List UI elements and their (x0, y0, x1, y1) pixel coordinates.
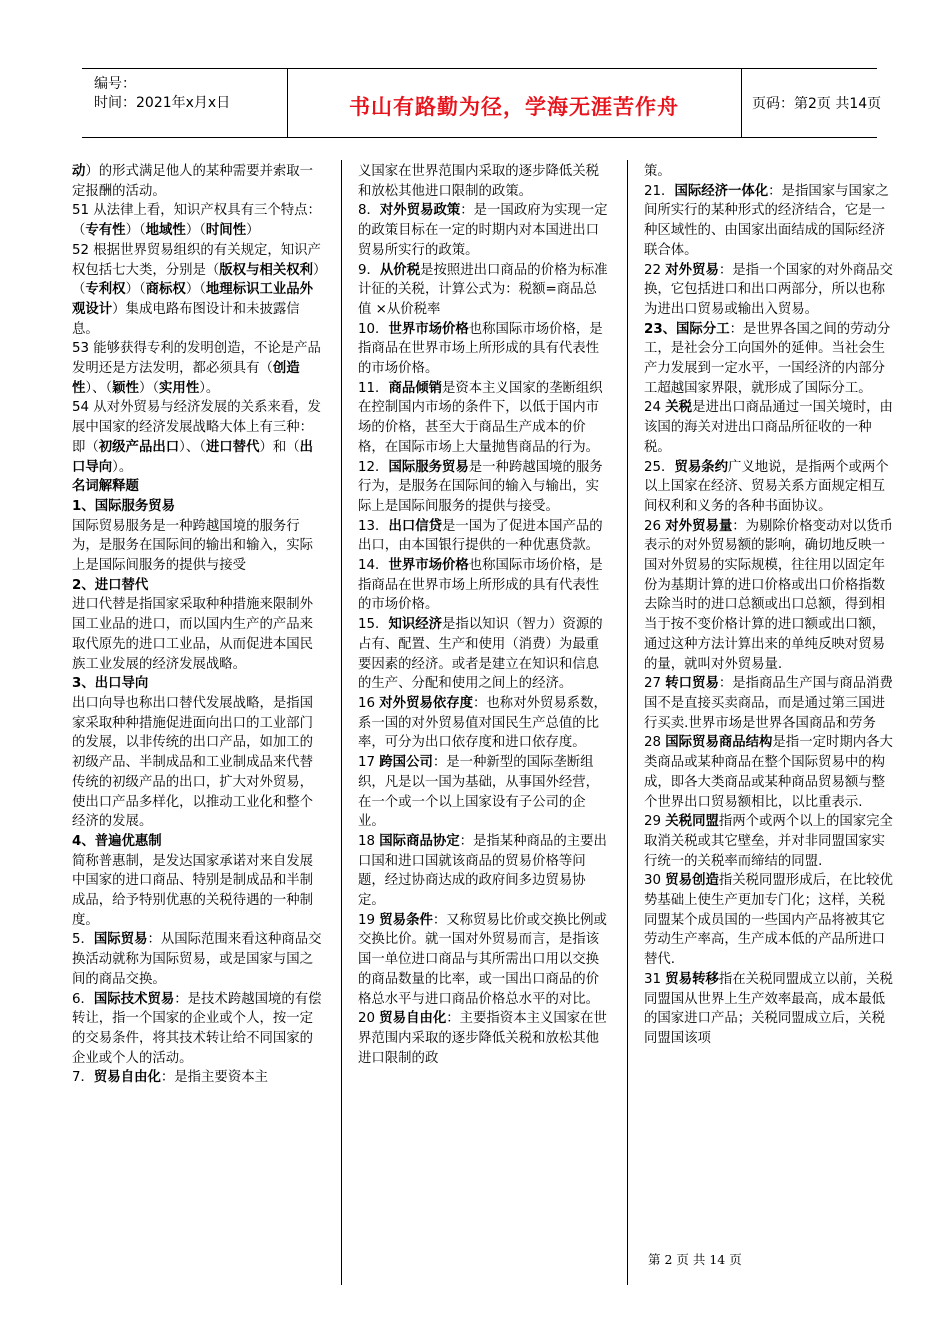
bold-term: 专有性 (85, 223, 126, 239)
document-date-label: 时间：2021年x月x日 (94, 95, 231, 111)
bold-term: 时间性 (205, 223, 247, 239)
bold-term: 商品倾销 (388, 380, 442, 396)
header-meta (82, 69, 288, 137)
paragraph (72, 595, 324, 674)
paragraph (644, 812, 894, 871)
text-run: 简称普惠制，是发达国家承诺对来自发展中国家的进口商品、特别是制成品和半制成品，给予特别优惠的关税待遇的一种制度。 (72, 853, 314, 928)
text-run: ：是指某种商品的主要出口国和进口国就该商品的贸易价格等问题，经过协商达成的政府间多边贸易协定。 (358, 833, 607, 909)
document-number-label: 编号： (94, 76, 136, 92)
paragraph (72, 477, 324, 497)
paragraph (644, 261, 894, 320)
bold-term: 实用性 (159, 380, 200, 396)
text-run: ：是一国政府为实现一定的政策目标在一定的时期内对本国进出口贸易所实行的政策。 (358, 203, 608, 258)
bold-term: 国际商品协定 (379, 833, 460, 849)
paragraph (358, 517, 608, 556)
text-run: 是指一定时期内各大类商品或某种商品在整个国际贸易中的构成，即各大类商品或某种商品贸易额与整个世界出口贸易额相比，以比重表示. (644, 735, 893, 810)
text-run: 51 从法律上看，知识产权具有三个特点：（ (72, 203, 321, 239)
text-run: 出口向导也称出口替代发展战略，是指国家采取种种措施促进面向出口的工业部门的发展，以非传统的出口产品，如加工的初级产品、半制成品和工业制成品来代替传统的初级产品的出口，扩大对外贸易，使出口产品多样化，以推动工业化和整个经济的发展。 (72, 695, 314, 830)
paragraph (72, 1068, 324, 1088)
text-run: ）（ (125, 223, 146, 239)
text-run: 是进出口商品通过一国关境时，由该国的海关对进出口商品所征收的一种税。 (644, 400, 893, 455)
bold-term: 地域性 (145, 223, 186, 239)
text-run: 14． (358, 558, 389, 574)
bold-term: 贸易转移 (665, 971, 719, 987)
text-run: ：是指一个国家的对外商品交换，它包括进口和出口两部分，所以也称为进出口贸易或输出入贸易。 (644, 262, 893, 317)
bold-term: 23、国际分工 (644, 321, 730, 337)
bold-term: 从价税 (379, 262, 421, 278)
paragraph (644, 517, 894, 675)
bold-term: 知识经济 (388, 617, 442, 633)
text-run: 国际贸易服务是一种跨越国境的服务行为，是服务在国际间的输出和输入，实际上是国际间服务的提供与接受 (72, 518, 314, 574)
paragraph (358, 201, 608, 260)
text-run: 17 (358, 755, 380, 771)
text-run: 52 根据世界贸易组织的有关规定，知识产权包括七大类，分别是（ (72, 242, 321, 278)
paragraph (72, 674, 324, 694)
text-run: ） (246, 223, 260, 239)
bold-term: 国际贸易商品结构 (665, 735, 773, 751)
column-divider-1 (341, 160, 342, 1285)
bold-term: 进口替代 (205, 439, 260, 455)
paragraph (644, 970, 894, 1049)
header-motto: 书山有路勤为径，学海无涯苦作舟 (349, 95, 679, 119)
text-run: ）（ (185, 282, 206, 298)
bold-term: 名词解释题 (72, 479, 139, 495)
paragraph (358, 379, 608, 458)
paragraph (72, 201, 324, 240)
text-run: ）（ (125, 282, 146, 298)
paragraph (358, 694, 608, 753)
bold-term: 关税同盟 (665, 814, 719, 830)
page-footer: 第 2 页 共 14 页 (648, 1252, 742, 1267)
bold-term: 国际服务贸易 (388, 459, 469, 475)
paragraph (72, 517, 324, 576)
text-run: 31 (644, 971, 666, 987)
paragraph (644, 162, 894, 182)
text-run: 16 (358, 695, 380, 711)
text-run: 53 能够获得专利的发明创造，不论是产品发明还是方法发明，都必须具有（ (72, 341, 321, 377)
text-run: 指两个或两个以上的国家完全取消关税或其它壁垒，并对非同盟国家实行统一的关税率而缔结的同盟. (644, 814, 893, 869)
text-run: 进口代替是指国家采取种种措施来限制外国工业品的进口，而以国内生产的产品来取代原先的进口工业品，从而促进本国民族工业发展的经济发展战略。 (72, 597, 314, 672)
text-run: 28 (644, 735, 666, 751)
text-run: ：为剔除价格变动对以货币表示的对外贸易额的影响，确切地反映一国对外贸易的实际规模，往往用以固定年份为基期计算的进口价格或出口价格指数去除当时的进口总额或出口总额，得到相当于按不变价格计算的进口额或出口额，通过这种方法计算出来的单纯反映对贸易的量，就叫对外贸易量. (644, 518, 893, 672)
paragraph (358, 261, 608, 320)
text-run: 18 (358, 833, 380, 849)
text-run: ）。 (112, 459, 133, 475)
text-run: ）、（ (179, 439, 206, 455)
text-run: 是按照进出口商品的价格为标准计征的关税，计算公式为：税额=商品总值 ×从价税率 (358, 262, 608, 317)
paragraph (644, 674, 894, 733)
paragraph (358, 162, 608, 201)
bold-term: 2、进口替代 (72, 577, 149, 593)
text-run: ：是一种新型的国际垄断组织，凡是以一国为基础，从事国外经营，在一个或一个以上国家设有子公司的企业。 (358, 755, 600, 830)
paragraph (358, 1009, 608, 1068)
text-run: ：从国际范围来看这种商品交换活动就称为国际贸易，或是国家与国之间的商品交换。 (72, 932, 322, 987)
text-run: 指在关税同盟成立以前，关税同盟国从世界上生产效率最高，成本最低的国家进口产品；关税同盟成立后，关税同盟国该项 (644, 971, 893, 1046)
paragraph (72, 930, 324, 989)
bold-term: 国际技术贸易 (93, 991, 175, 1007)
text-run: ）集成电路布图设计和未披露信息。 (72, 301, 300, 337)
text-run: 26 (644, 518, 666, 534)
text-run: 15． (358, 617, 389, 633)
bold-term: 国际经济一体化 (674, 183, 769, 199)
text-run: 21． (644, 183, 675, 199)
bold-term: 1、国际服务贸易 (72, 498, 176, 514)
text-run: 11． (358, 380, 389, 396)
text-run: 是一种跨越国境的服务行为，是服务在国际间的输入与输出，实际上是国际间服务的提供与接受。 (358, 459, 603, 514)
bold-term: 跨国公司 (379, 755, 433, 771)
text-run: ：也称对外贸易系数，系一国的对外贸易值对国民生产总值的比率，可分为出口依存度和进口依存度。 (358, 695, 607, 751)
text-run: 指关税同盟形成后，在比较优势基础上使生产更加专门化；这样，关税同盟某个成员国的一些国内产品将被其它劳动生产率高，生产成本低的产品所进口替代. (644, 873, 893, 968)
bold-term: 世界市场价格 (388, 321, 469, 337)
text-run: 是一国为了促进本国产品的出口，由本国银行提供的一种优惠贷款。 (358, 518, 603, 554)
bold-term: 国际贸易 (93, 932, 148, 948)
text-run: ：主要指资本主义国家在世界范围内采取的逐步降低关税和放松其他进口限制的政 (358, 1011, 607, 1066)
bold-term: 商标权 (145, 282, 186, 298)
text-run: 22 (644, 262, 666, 278)
bold-term: 初级产品出口 (98, 439, 180, 455)
paragraph (72, 398, 324, 477)
paragraph (358, 458, 608, 517)
bold-term: 对外贸易量 (665, 518, 733, 534)
bold-term: 版权与相关权利 (219, 262, 314, 278)
bold-term: 颖性 (112, 380, 139, 396)
text-run: 27 (644, 676, 666, 692)
paragraph (72, 241, 324, 340)
text-run: 义国家在世界范围内采取的逐步降低关税和放松其他进口限制的政策。 (358, 164, 600, 199)
text-run: 也称国际市场价格，是指商品在世界市场上所形成的具有代表性的市场价格。 (358, 321, 603, 377)
text-column-2 (358, 162, 608, 1068)
header-page-cell (742, 69, 882, 137)
text-run: 9． (358, 262, 380, 278)
text-run: 13． (358, 518, 389, 534)
paragraph (358, 832, 608, 911)
paragraph (358, 753, 608, 832)
text-run: 54 从对外贸易与经济发展的关系来看，发展中国家的经济发展战略大体上有三种：即（ (72, 400, 321, 455)
bold-term: 4、普遍优惠制 (72, 833, 162, 849)
bold-term: 地理标识工业品外观设计 (72, 282, 314, 317)
text-run: ：是指商品生产国与商品消费国不是直接买卖商品，而是通过第三国进行买卖.世界市场是世界各国商品和劳务 (644, 676, 893, 731)
bold-term: 对外贸易 (665, 262, 719, 278)
text-run: 7． (72, 1070, 94, 1086)
bold-term: 贸易自由化 (379, 1011, 447, 1027)
header-motto-cell (287, 69, 742, 137)
text-column-1 (72, 162, 324, 1088)
paragraph (644, 398, 894, 457)
paragraph (358, 320, 608, 379)
text-run: 也称国际市场价格，是指商品在世界市场上所形成的具有代表性的市场价格。 (358, 558, 603, 613)
text-run: 12． (358, 459, 389, 475)
bold-term: 动 (72, 164, 86, 179)
text-run: ）（ (185, 223, 206, 239)
text-run: 29 (644, 814, 666, 830)
paragraph (644, 733, 894, 812)
paragraph (72, 576, 324, 596)
text-run: 策。 (644, 164, 671, 179)
bold-term: 3、出口导向 (72, 676, 149, 692)
bold-term: 关税 (665, 400, 693, 416)
paragraph (72, 694, 324, 832)
paragraph (72, 497, 324, 517)
text-run: 8． (358, 203, 380, 219)
paragraph (72, 339, 324, 398)
text-run: ：是指国家与国家之间所实行的某种形式的经济结合，它是一种区域性的、由国家出面结成的国际经济联合体。 (644, 183, 889, 258)
text-run: ：是技术跨越国境的有偿转让，指一个国家的企业或个人，按一定的交易条件，将其技术转让给不同国家的企业或个人的活动。 (72, 991, 322, 1066)
bold-term: 贸易自由化 (93, 1070, 161, 1086)
text-run: 6． (72, 991, 94, 1007)
text-run: ：是指主要资本主 (160, 1070, 268, 1086)
paragraph (644, 871, 894, 970)
bold-term: 世界市场价格 (388, 558, 469, 574)
text-run: 广义地说，是指两个或两个以上国家在经济、贸易关系方面规定相互间权利和义务的各种书面协议。 (644, 459, 889, 514)
bold-term: 转口贸易 (665, 676, 719, 692)
paragraph (72, 832, 324, 852)
text-column-3 (644, 162, 894, 1049)
text-run: 是指以知识（智力）资源的占有、配置、生产和使用（消费）为最重要因素的经济。或者是建立在知识和信息的生产、分配和使用之间上的经济。 (358, 617, 603, 692)
paragraph (644, 458, 894, 517)
text-run: 19 (358, 912, 380, 928)
bold-term: 创造性 (72, 361, 300, 396)
paragraph (72, 852, 324, 931)
bold-term: 专利权 (85, 282, 126, 298)
text-run: 20 (358, 1011, 380, 1027)
text-run: ：是世界各国之间的劳动分工，是社会分工向国外的延伸。当社会生产力发展到一定水平，一国经济的内部分工超越国家界限，就形成了国际分工。 (644, 321, 891, 396)
text-run: 24 (644, 400, 666, 416)
text-run: ）的形式满足他人的某种需要并索取一定报酬的活动。 (72, 164, 314, 199)
header-page-info: 页码：第2页 共14页 (752, 96, 882, 112)
paragraph (358, 615, 608, 694)
text-run: 10． (358, 321, 389, 337)
bold-term: 对外贸易政策 (379, 203, 461, 219)
text-run: ：又称贸易比价或交换比例或交换比价。就一国对外贸易而言，是指该国一单位进口商品与其所需出口用以交换的商品数量的比率，或一国出口商品的价格总水平与进口商品价格总水平的对比。 (358, 912, 607, 1007)
text-run: 5． (72, 932, 94, 948)
bold-term: 出口信贷 (388, 518, 442, 534)
paragraph (72, 162, 324, 201)
bold-term: 对外贸易依存度 (379, 695, 474, 711)
bold-term: 贸易条约 (674, 459, 728, 475)
text-run: 是资本主义国家的垄断组织在控制国内市场的条件下，以低于国内市场的价格，甚至大于商品生产成本的价格，在国际市场上大量抛售商品的行为。 (358, 380, 603, 455)
bold-term: 出口导向 (72, 439, 314, 475)
paragraph (644, 320, 894, 399)
text-run: ）。 (199, 380, 220, 396)
paragraph (72, 990, 324, 1069)
paragraph (358, 911, 608, 1010)
text-run: ）（ (72, 262, 320, 298)
text-run: 25． (644, 459, 675, 475)
page-header (82, 68, 882, 138)
paragraph (358, 556, 608, 615)
paragraph (644, 182, 894, 261)
bold-term: 贸易创造 (665, 873, 719, 889)
text-run: 30 (644, 873, 666, 889)
column-divider-2 (627, 160, 628, 1285)
text-run: ）、（ (85, 380, 113, 396)
text-run: ）（ (138, 380, 160, 396)
text-run: ）和（ (259, 439, 300, 455)
bold-term: 贸易条件 (379, 912, 433, 928)
